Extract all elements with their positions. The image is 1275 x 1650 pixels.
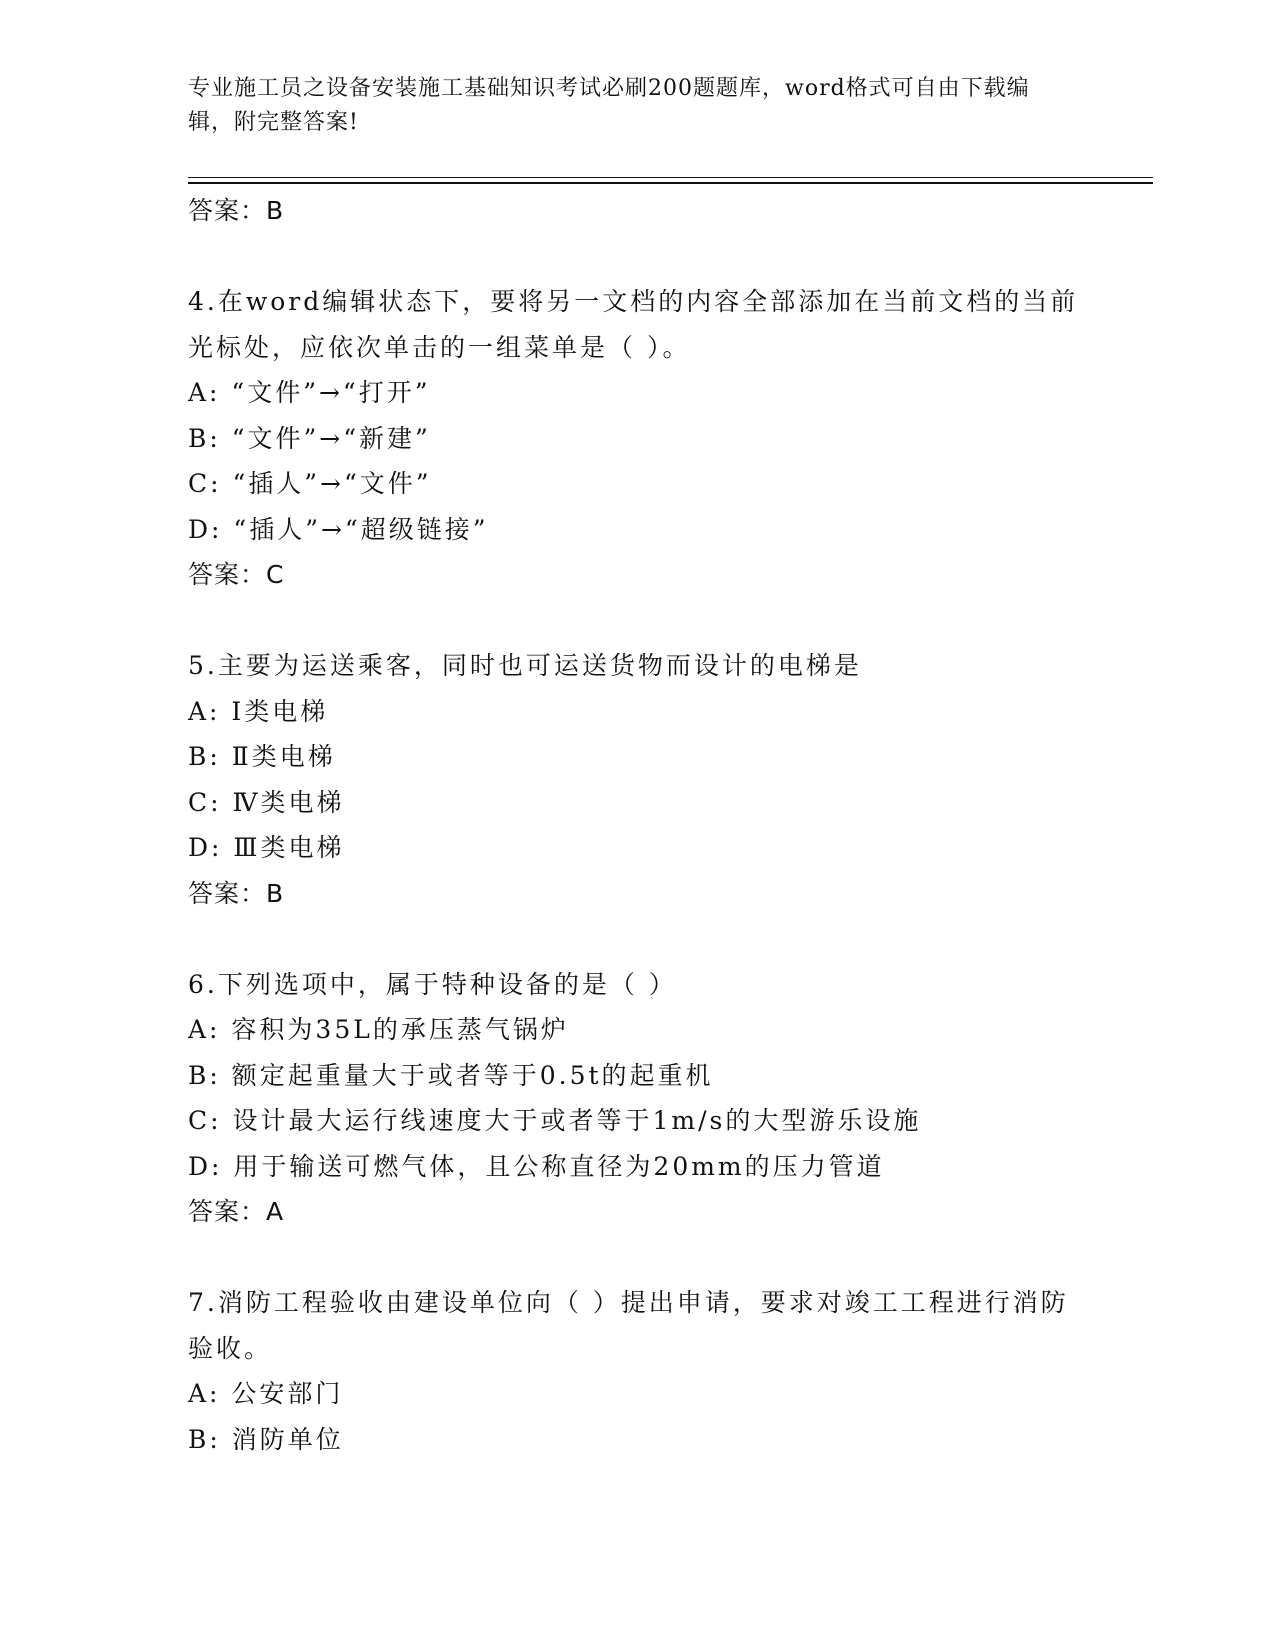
option-d: D: 用于输送可燃气体，且公称直径为20mm的压力管道 [188,1151,885,1181]
option-d: D: Ⅲ类电梯 [188,833,345,862]
header-divider-thick [188,182,1153,184]
option-b: B: “文件”→“新建” [188,423,431,453]
answer-line: 答案：C [188,560,285,589]
option-b: B: 消防单位 [188,1424,344,1454]
document-body [188,188,1088,1462]
option-b: B: Ⅱ类电梯 [188,742,336,771]
option-c: C: Ⅳ类电梯 [188,787,345,817]
question-stem: 6.下列选项中，属于特种设备的是（ ） [188,969,677,999]
option-a: A: 公安部门 [188,1379,344,1408]
option-c: C: “插人”→“文件” [188,469,432,498]
option-a: A: Ⅰ类电梯 [188,696,329,726]
question-stem: 7.消防工程验收由建设单位向（ ）提出申请，要求对竣工工程进行消防验收。 [188,1288,1069,1363]
answer-line: 答案：A [188,1197,285,1226]
option-b: B: 额定起重量大于或者等于0.5t的起重机 [188,1060,714,1090]
page-header-title: 专业施工员之设备安装施工基础知识考试必刷200题题库，word格式可自由下载编辑，附完整答案! [188,76,1030,135]
option-c: C: 设计最大运行线速度大于或者等于1m/s的大型游乐设施 [188,1106,922,1135]
header-divider-thin [188,177,1153,178]
answer-line: 答案：B [188,196,285,225]
question-block [188,962,1088,1235]
answer-line: 答案：B [188,878,285,908]
option-d: D: “插人”→“超级链接” [188,514,489,544]
option-a: A: 容积为35L的承压蒸气锅炉 [188,1015,569,1044]
option-a: A: “文件”→“打开” [188,378,431,407]
question-block [188,279,1088,598]
question-block [188,643,1088,916]
question-stem: 5.主要为运送乘客，同时也可运送货物而设计的电梯是 [188,651,862,680]
question-block [188,1280,1088,1462]
question-stem: 4.在word编辑状态下，要将另一文档的内容全部添加在当前文档的当前光标处，应依次单击的一组菜单是（ ）。 [188,287,1079,362]
